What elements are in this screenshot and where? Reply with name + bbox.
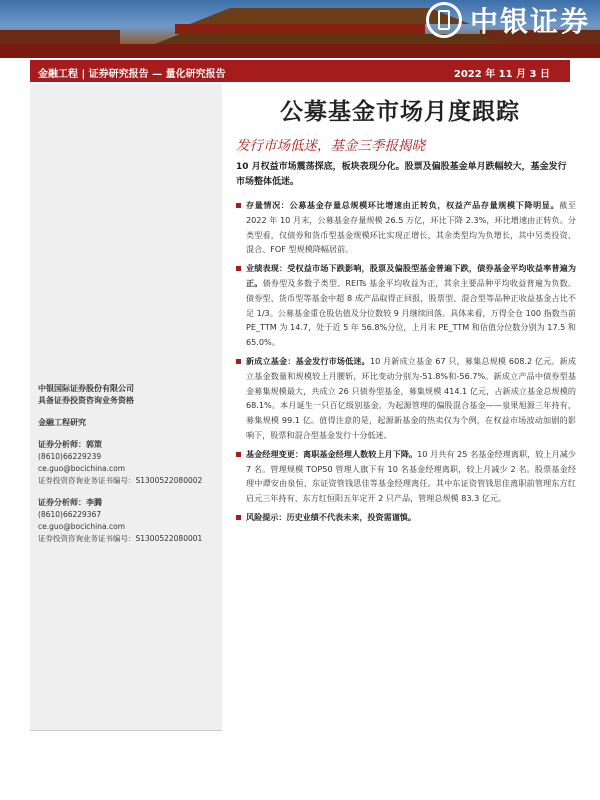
analyst-block	[38, 439, 218, 487]
analyst-label: 证券分析师：郭策	[38, 440, 102, 449]
analyst-block	[38, 497, 218, 545]
key-point-item	[236, 261, 576, 350]
key-point-item	[236, 510, 576, 525]
analyst-label: 证券分析师：李腾	[38, 498, 102, 507]
sidebar-content	[38, 383, 218, 545]
header-banner-image	[0, 0, 600, 58]
bank-of-china-logo-icon	[426, 2, 462, 38]
palace-wall	[0, 44, 600, 58]
key-point-item	[236, 354, 576, 443]
key-point-heading: 风险提示：历史业绩不代表未来，投资需谨慎。	[246, 511, 416, 522]
key-point-body: 债券型及多数子类型、REITs 基金平均收益为正，其余主要品种平均收益普遍为负数。债券型、货币型等基金中超 8 成产品取得正回报，股票型、混合型等品种正收益基金占比不足 1/3。公募基金重仓股估值及分位数较 9 月继续回落。具体来看，万得全仓 100 指数当前 PE_TTM 为 14.7，处于近 5 年 56.8%分位，上月末 PE_TTM 和估值分位数分别为 17.5 和 65.0%。	[246, 277, 576, 348]
palace-roof-middle	[175, 24, 425, 34]
department-name: 金融工程研究	[38, 418, 86, 427]
analyst-email[interactable]: ce.guo@bocichina.com	[38, 522, 125, 531]
analyst-phone: (8610)66229367	[38, 510, 102, 519]
analyst-cert: 证券投资咨询业务证书编号：S1300522080002	[38, 476, 203, 485]
brand-logo	[426, 0, 590, 40]
report-date: 2022 年 11 月 3 日	[453, 69, 550, 80]
key-point-heading: 新成立基金：基金发行市场低迷。	[246, 355, 370, 366]
key-point-body: 截至 2022 年 10 月末，公募基金存量规模 26.5 万亿，环比下降 2.3%，环比增速由正转负。分类型看，仅债券和货币型基金规模环比实现正增长，其余类型均为负增长，其中另类投资、混合、FOF 型规模降幅居前。	[246, 200, 576, 255]
report-summary: 10 月权益市场震荡探底，板块表现分化。股票及偏股基金单月跌幅较大，基金发行市场整体低迷。	[236, 162, 567, 187]
key-point-heading: 业绩表现：受权益市场下跌影响，股票及偏股型基金普遍下跌，债券基金平均收益率普遍为正。	[246, 263, 576, 288]
key-point-body: 10 月共有 25 名基金经理离职，较上月减少 7 名。管理规模 TOP50 管理人旗下有 10 名基金经理离职，较上月减少 2 名。股票基金经理中谭安由泉恒、东证资管钱思佳等基金经理离任。其中东证资管钱思佳离职前管理东方红启元三年持有、东方红恒阳五年定开 2 只产品，管理总规模 83.3 亿元。	[246, 448, 576, 504]
key-point-body: 10 月新成立基金 67 只，募集总规模 608.2 亿元。新成立基金数量和规模较上月腰斩，环比变动分别为-51.8%和-56.7%。新成立产品中债券型基金募集规模最大，共成立 26 只债券型基金，募集规模 414.1 亿元，占新成立基金总规模的 68.1%。本月诞生一只百亿级别基金，为起源管理的偏股混合基金——泉果旭源三年持有，募集规模 99.1 亿。值得注意的是，起源新基金的热卖仅为个例，在权益市场波动加剧的影响下，股票和混合型基金发行十分低迷。	[246, 355, 576, 440]
key-point-item	[236, 198, 576, 257]
key-point-heading: 存量情况：公募基金存量总规模环比增速由正转负，权益产品存量规模下降明显。	[246, 200, 560, 210]
analyst-phone: (8610)66229239	[38, 452, 102, 461]
report-subtitle: 发行市场低迷，基金三季报揭晓	[236, 138, 425, 154]
analyst-cert: 证券投资咨询业务证书编号：S1300522080001	[38, 534, 203, 543]
sidebar-divider	[30, 730, 222, 731]
report-title: 公募基金市场月度跟踪	[280, 99, 520, 125]
brand-name: 中银证券	[469, 5, 590, 38]
company-name: 中银国际证券股份有限公司	[38, 384, 134, 393]
key-point-item	[236, 447, 576, 506]
company-qualification: 具备证券投资咨询业务资格	[38, 396, 134, 405]
analyst-email[interactable]: ce.guo@bocichina.com	[38, 464, 125, 473]
report-category: 金融工程 | 证券研究报告 — 量化研究报告	[38, 69, 226, 80]
key-point-heading: 基金经理变更：离职基金经理人数较上月下降。	[246, 448, 418, 459]
key-points-list	[236, 198, 576, 529]
report-info-bar	[30, 60, 570, 82]
